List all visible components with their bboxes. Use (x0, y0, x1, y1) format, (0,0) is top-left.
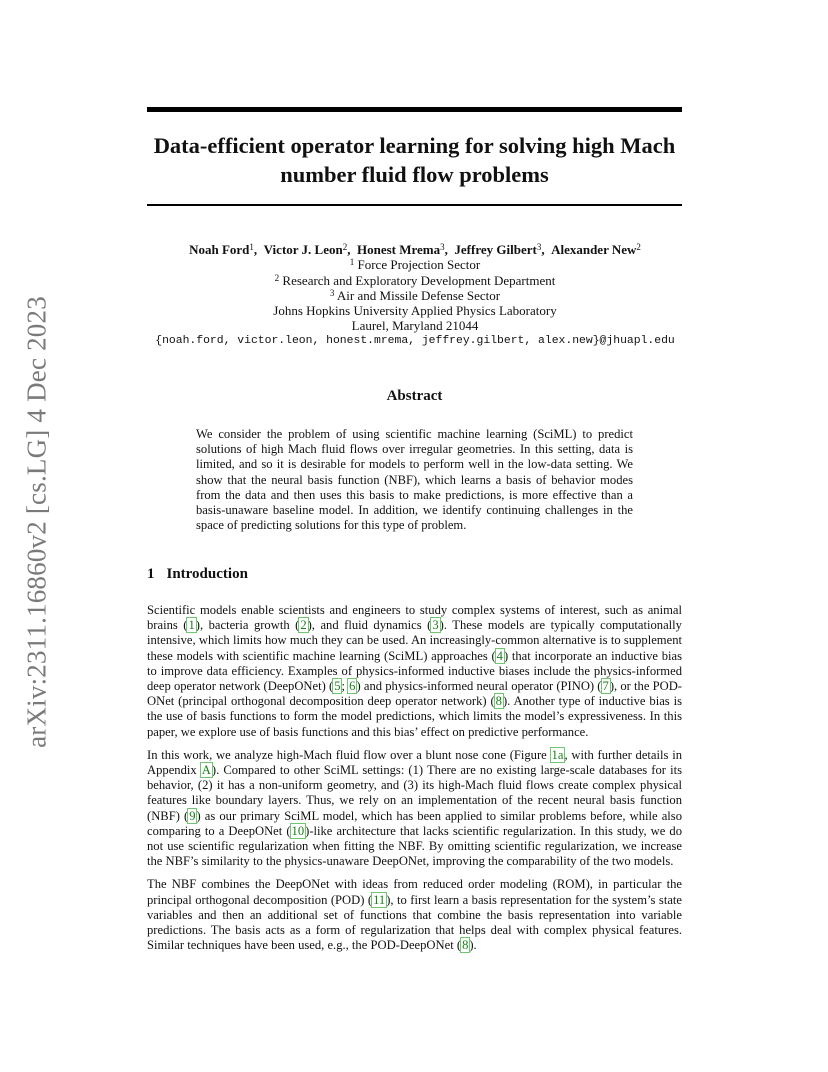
paragraph-text: ). Compared to other SciML settings: (1) There are no existing large-scale databases for its behavior, (2) it has a non-uniform geometry, and (3) its high-Mach fluid flows create complex physical features like boundary layers. Thus, we rely on an implementation of the recent neural basis function (NBF) ( (147, 763, 682, 823)
paragraph-text: ; (341, 679, 349, 694)
arxiv-identifier: arXiv:2311.16860v2 [cs.LG] 4 Dec 2023 (21, 296, 52, 748)
citation-link[interactable]: 10 (291, 823, 305, 838)
paragraph-text: )-like architecture that lacks scientific regularization. In this study, we do not use scientific regularization when fitting the NBF. By omitting scientific regularization, we increase the NBF’s similarity to the physics-unaware DeepONet, improving the comparability of the two models. (147, 823, 682, 869)
section-number: 1 (147, 566, 155, 582)
citation-link[interactable]: 2 (300, 618, 307, 633)
citation-link[interactable]: 6 (349, 679, 356, 694)
citation-link[interactable]: 3 (432, 618, 439, 633)
paragraph-text: ). Another type of inductive bias is the use of basis functions to form the model predictions, which limits the model’s expressiveness. In this paper, we explore use of basis functions and this bias’ effect on predictive performance. (147, 694, 683, 739)
location: Laurel, Maryland 21044 (351, 318, 479, 334)
affiliation-text: Air and Missile Defense Sector (334, 287, 501, 303)
introduction-body (147, 603, 682, 961)
citation-link[interactable]: 5 (334, 679, 341, 694)
abstract-heading: Abstract (386, 388, 443, 404)
intro-paragraph (147, 748, 682, 870)
affiliation-number: 1 (349, 257, 355, 268)
affiliation (120, 273, 710, 288)
paragraph-text: , with further details in Appendix (147, 747, 682, 778)
affiliation-text: Force Projection Sector (354, 257, 481, 273)
citation-link[interactable]: 7 (602, 679, 609, 694)
citation-link[interactable]: 9 (189, 808, 196, 823)
section-heading-introduction (147, 566, 248, 583)
title-rule-top (147, 107, 682, 112)
author-name: Honest Mrema (356, 242, 441, 257)
paragraph-text: The NBF combines the DeepONet with ideas from reduced order modeling (ROM), in particular the principal orthogonal decomposition (POD) ( (147, 877, 682, 907)
section-title: Introduction (166, 566, 248, 582)
author-affiliation-mark: 3 (536, 242, 542, 252)
title-rule-bottom (147, 204, 682, 206)
paragraph-text: ) and physics-informed neural operator (PINO) ( (356, 679, 602, 694)
author-affiliation-mark: 2 (342, 242, 348, 252)
author-emails: {noah.ford, victor.leon, honest.mrema, jeffrey.gilbert, alex.new}@jhuapl.edu (155, 334, 675, 347)
paragraph-text: Scientific models enable scientists and engineers to study complex systems of interest, such as animal brains ( (147, 603, 682, 633)
citation-link[interactable]: 8 (462, 938, 469, 953)
paragraph-text: ), to first learn a basis representation for the system’s state variables and then an additional set of functions that combine the basis representation into variable predictions. The basis acts as a form of regularization that helps deal with complex physical features. Similar techniques have been used, e.g., the POD-DeepONet ( (147, 892, 682, 953)
citation-link[interactable]: 4 (496, 648, 503, 663)
citation-link[interactable]: 11 (373, 892, 386, 907)
paragraph-text: ). (469, 938, 477, 953)
intro-paragraph (147, 877, 682, 953)
intro-paragraph (147, 603, 682, 740)
affiliation (120, 257, 710, 272)
paragraph-text: In this work, we analyze high-Mach fluid flow over a blunt nose cone (Figure (147, 747, 551, 762)
citation-link[interactable]: 1a (551, 747, 564, 762)
affiliation-number: 2 (274, 272, 280, 283)
author-name: Jeffrey Gilbert (454, 242, 537, 257)
author-name: Victor J. Leon (263, 242, 343, 257)
affiliation-text: Research and Exploratory Development Department (279, 272, 556, 288)
affiliation-list (120, 257, 710, 303)
affiliation-number: 3 (329, 287, 335, 298)
author-affiliation-mark: 2 (636, 242, 641, 252)
author-affiliation-mark: 1 (249, 242, 254, 252)
author-affiliation-mark: 3 (440, 242, 445, 252)
citation-link[interactable]: 8 (495, 694, 502, 709)
author-block (120, 242, 710, 349)
abstract-text: We consider the problem of using scientific machine learning (SciML) to predict solutions of high Mach fluid flows over irregular geometries. In this setting, data is limited, and so it is desirable for models to perform well in the low-data setting. We show that the neural basis function (NBF), which learns a basis of behavior modes from the data and then uses this basis to make predictions, is more effective than a basis-unaware baseline model. In addition, we identify continuing challenges in the space of predicting solutions for this type of problem. (196, 427, 633, 533)
institution: Johns Hopkins University Applied Physics Laboratory (273, 303, 557, 319)
author-names: Noah Ford$^1$, Victor J. Leon$^2$, Honest Mrema$^3$, Jeffrey Gilbert$^3$, Alexander New$^2$ (189, 242, 641, 257)
arxiv-identifier-sidebar (21, 292, 52, 752)
paragraph-text: ), bacteria growth ( (195, 618, 300, 633)
paragraph-text: ), and fluid dynamics ( (307, 618, 432, 633)
author-name: Alexander New (551, 242, 637, 257)
author-name: Noah Ford (189, 242, 250, 257)
paragraph-text: ) as our primary SciML model, which has been applied to similar problems before, while also comparing to a DeepONet ( (147, 808, 682, 838)
paragraph-text: ). These models are typically computationally intensive, which limits how much they can be used. An increasingly-common alternative is to supplement these models with scientific machine learning (SciML) approaches ( (147, 618, 682, 663)
paragraph-text: ), or the POD-ONet (principal orthogonal decomposition deep operator network) ( (147, 679, 682, 709)
affiliation (120, 288, 710, 303)
citation-link[interactable]: 1 (188, 618, 195, 633)
citation-link[interactable]: A (201, 763, 211, 778)
paragraph-text: ) that incorporate an inductive bias to improve data efficiency. Examples of physics-informed inductive biases include the physics-informed deep operator network (DeepONet) ( (147, 648, 682, 694)
paper-title: Data-efficient operator learning for solving high Mach number fluid flow problems (153, 133, 676, 187)
